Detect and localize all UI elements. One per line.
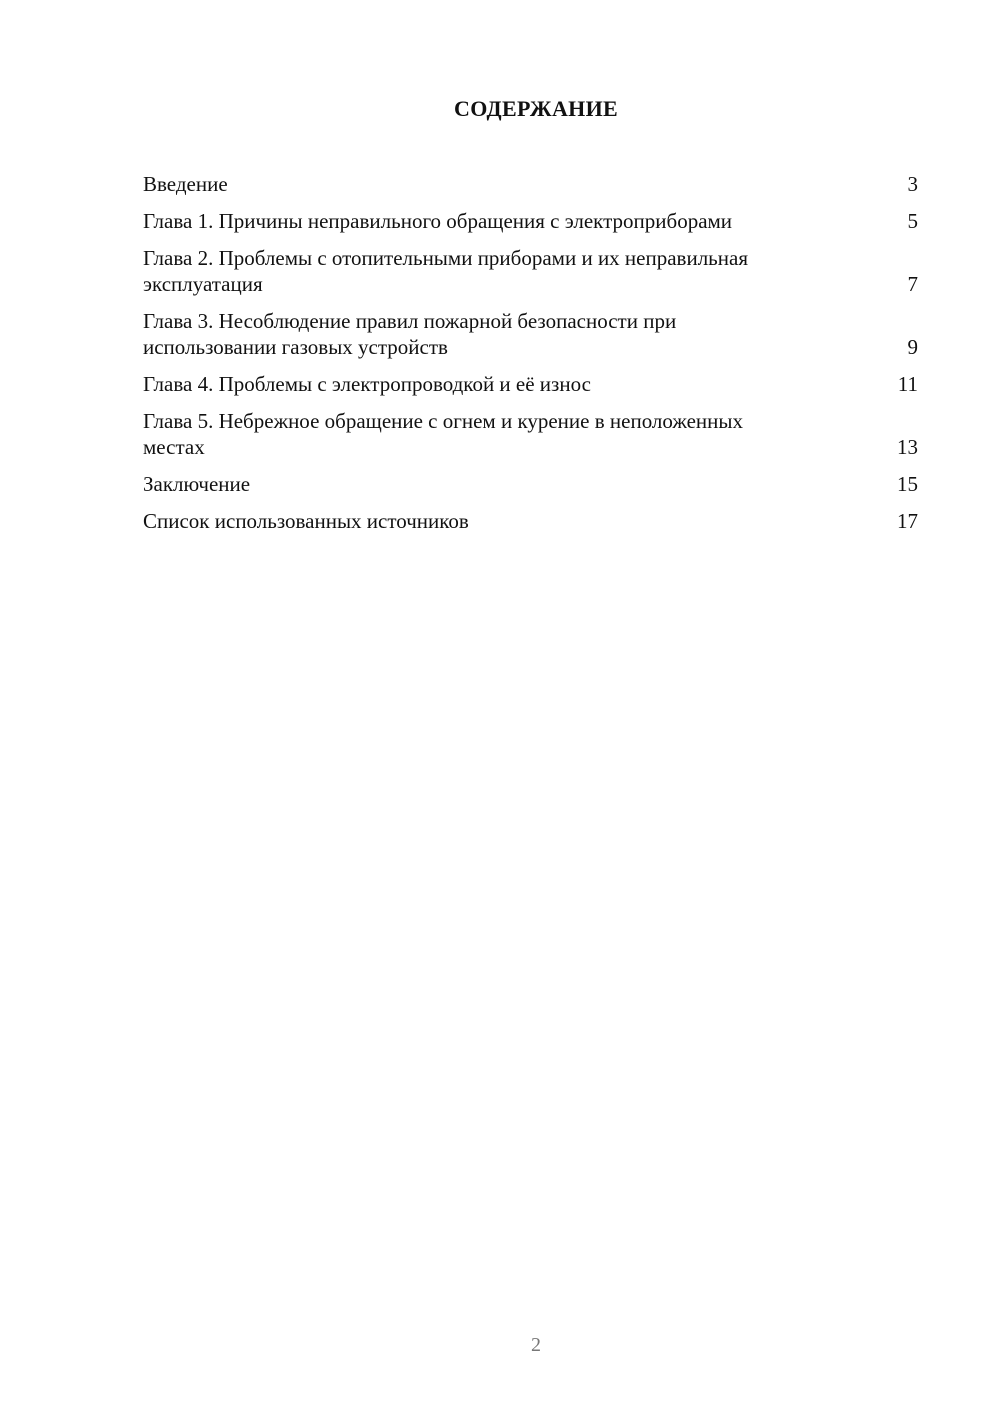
toc-title: СОДЕРЖАНИЕ <box>454 96 618 121</box>
toc-entry-chapter-3 <box>143 308 918 360</box>
toc-entry-chapter-1 <box>143 208 918 234</box>
table-of-contents <box>143 171 918 545</box>
toc-entry-page: 11 <box>897 372 918 396</box>
toc-entry-page: 9 <box>907 335 918 359</box>
toc-entry-page: 13 <box>897 435 918 459</box>
toc-entry-page: 15 <box>897 472 918 496</box>
toc-entry-text: Глава 3. Несоблюдение правил пожарной безопасности при использовании газовых устройств <box>143 309 677 359</box>
page-number: 2 <box>531 1334 541 1356</box>
toc-entry-text: Список использованных источников <box>143 509 469 533</box>
toc-entry-references <box>143 508 918 534</box>
toc-entry-chapter-4 <box>143 371 918 397</box>
toc-entry-text: Глава 5. Небрежное обращение с огнем и курение в неположенных местах <box>143 409 744 459</box>
toc-entry-text: Глава 1. Причины неправильного обращения с электроприборами <box>143 209 733 233</box>
toc-entry-text: Глава 2. Проблемы с отопительными приборами и их неправильная эксплуатация <box>143 246 748 296</box>
toc-entry-text: Глава 4. Проблемы с электропроводкой и её износ <box>143 372 591 396</box>
toc-entry-text: Введение <box>143 172 228 196</box>
toc-entry-chapter-5 <box>143 408 918 460</box>
toc-entry-page: 7 <box>907 272 918 296</box>
toc-entry-introduction <box>143 171 918 197</box>
toc-entry-chapter-2 <box>143 245 918 297</box>
toc-entry-page: 17 <box>897 509 918 533</box>
toc-entry-text: Заключение <box>143 472 251 496</box>
toc-entry-page: 3 <box>907 172 918 196</box>
toc-entry-conclusion <box>143 471 918 497</box>
toc-entry-page: 5 <box>907 209 918 233</box>
